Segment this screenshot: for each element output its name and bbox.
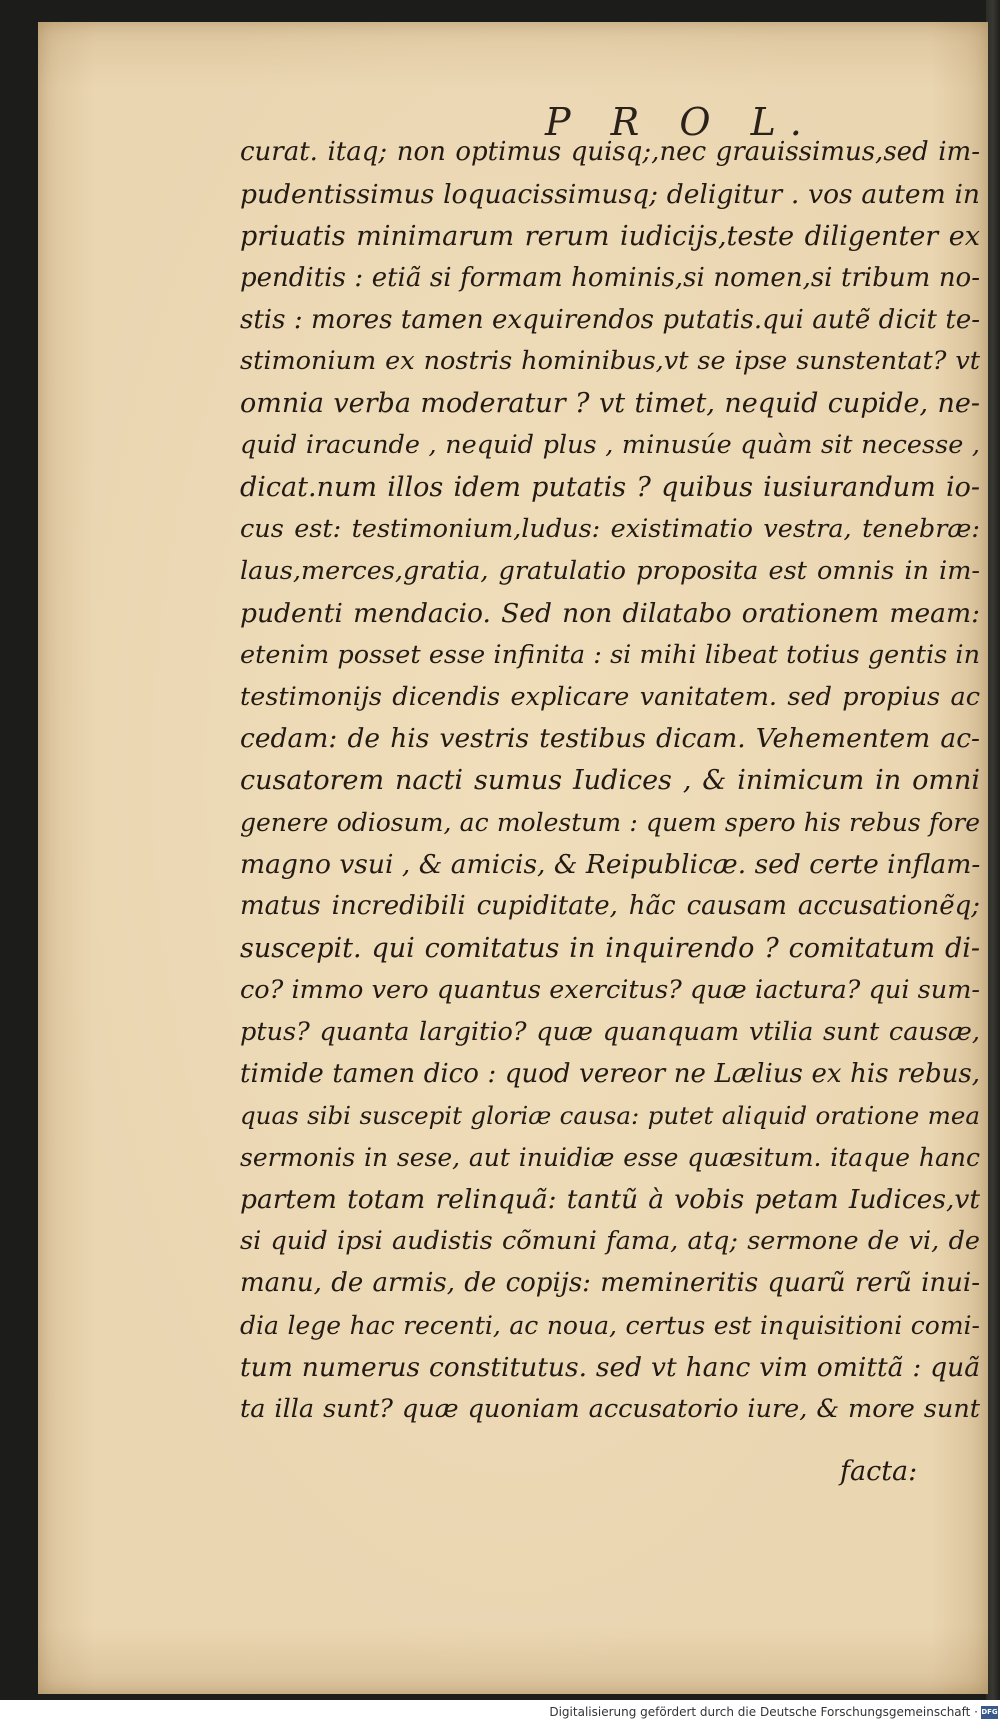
text-line: laus,merces,gratia, gratulatio proposita est omnis in im-	[240, 555, 980, 586]
text-line: cedam: de his vestris testibus dicam. Vehementem ac-	[240, 723, 980, 755]
funding-credit: Digitalisierung gefördert durch die Deutsche Forschungsgemeinschaft ·	[549, 1705, 978, 1719]
text-line: si quid ipsi audistis cõmuni fama, atq; sermone de vi, de	[240, 1226, 980, 1257]
text-line: stis : mores tamen exquirendos putatis.qui autẽ dicit te-	[240, 304, 980, 335]
text-line: penditis : etiã si formam hominis,si nomen,si tribum no-	[240, 262, 980, 293]
text-line: priuatis minimarum rerum iudicijs,teste diligenter ex	[240, 220, 980, 252]
text-line: dia lege hac recenti, ac noua, certus est inquisitioni comi-	[240, 1310, 980, 1340]
text-line: timide tamen dico : quod vereor ne Lælius ex his rebus,	[240, 1058, 980, 1089]
text-line: cusatorem nacti sumus Iudices , & inimicum in omni	[240, 765, 980, 797]
text-line: omnia verba moderatur ? vt timet, nequid cupide, ne-	[240, 388, 980, 420]
text-line: manu, de armis, de copijs: memineritis quarũ rerũ inui-	[240, 1268, 980, 1299]
dfg-logo-icon: DFG	[981, 1706, 998, 1719]
text-line: dicat.num illos idem putatis ? quibus iusiurandum io-	[240, 472, 980, 504]
text-line: cus est: testimonium,ludus: existimatio vestra, tenebræ:	[240, 514, 980, 545]
text-line: ptus? quanta largitio? quæ quanquam vtilia sunt causæ,	[240, 1016, 980, 1047]
text-line: co? immo vero quantus exercitus? quæ iactura? qui sum-	[240, 974, 980, 1005]
text-line: ta illa sunt? quæ quoniam accusatorio iure, & more sunt	[240, 1393, 980, 1424]
text-line: genere odiosum, ac molestum : quem spero his rebus fore	[240, 808, 980, 838]
text-line: matus incredibili cupiditate, hãc causam accusationẽq;	[240, 891, 980, 922]
text-line: tum numerus constitutus. sed vt hanc vim omittã : quã	[240, 1351, 980, 1383]
text-line: sermonis in sese, aut inuidiæ esse quæsitum. itaque hanc	[240, 1143, 980, 1173]
text-line: etenim posset esse infinita : si mihi libeat totius gentis in	[240, 639, 980, 670]
text-line: suscepit. qui comitatus in inquirendo ? comitatum di-	[240, 932, 980, 964]
page-edge	[986, 0, 1000, 1700]
text-line: stimonium ex nostris hominibus,vt se ipse sunstentat? vt	[240, 346, 980, 377]
text-line: curat. itaq; non optimus quisq;,nec grauissimus,sed im-	[240, 137, 980, 167]
text-line: pudentissimus loquacissimusq; deligitur . vos autem in	[240, 178, 980, 210]
text-line: quid iracunde , nequid plus , minusúe quàm sit necesse ,	[240, 430, 980, 461]
catchword: facta:	[840, 1456, 918, 1487]
text-line: partem totam relinquã: tantũ à vobis petam Iudices,vt	[240, 1184, 980, 1216]
text-line: magno vsui , & amicis, & Reipublicæ. sed certe inflam-	[240, 849, 980, 881]
text-block	[240, 132, 980, 1431]
running-head: P R O L.	[545, 100, 816, 144]
text-line: pudenti mendacio. Sed non dilatabo orationem meam:	[240, 597, 980, 629]
footer-bar	[0, 1700, 1000, 1726]
text-line: testimonijs dicendis explicare vanitatem. sed propius ac	[240, 681, 980, 712]
text-line: quas sibi suscepit gloriæ causa: putet aliquid oratione mea	[240, 1101, 980, 1131]
